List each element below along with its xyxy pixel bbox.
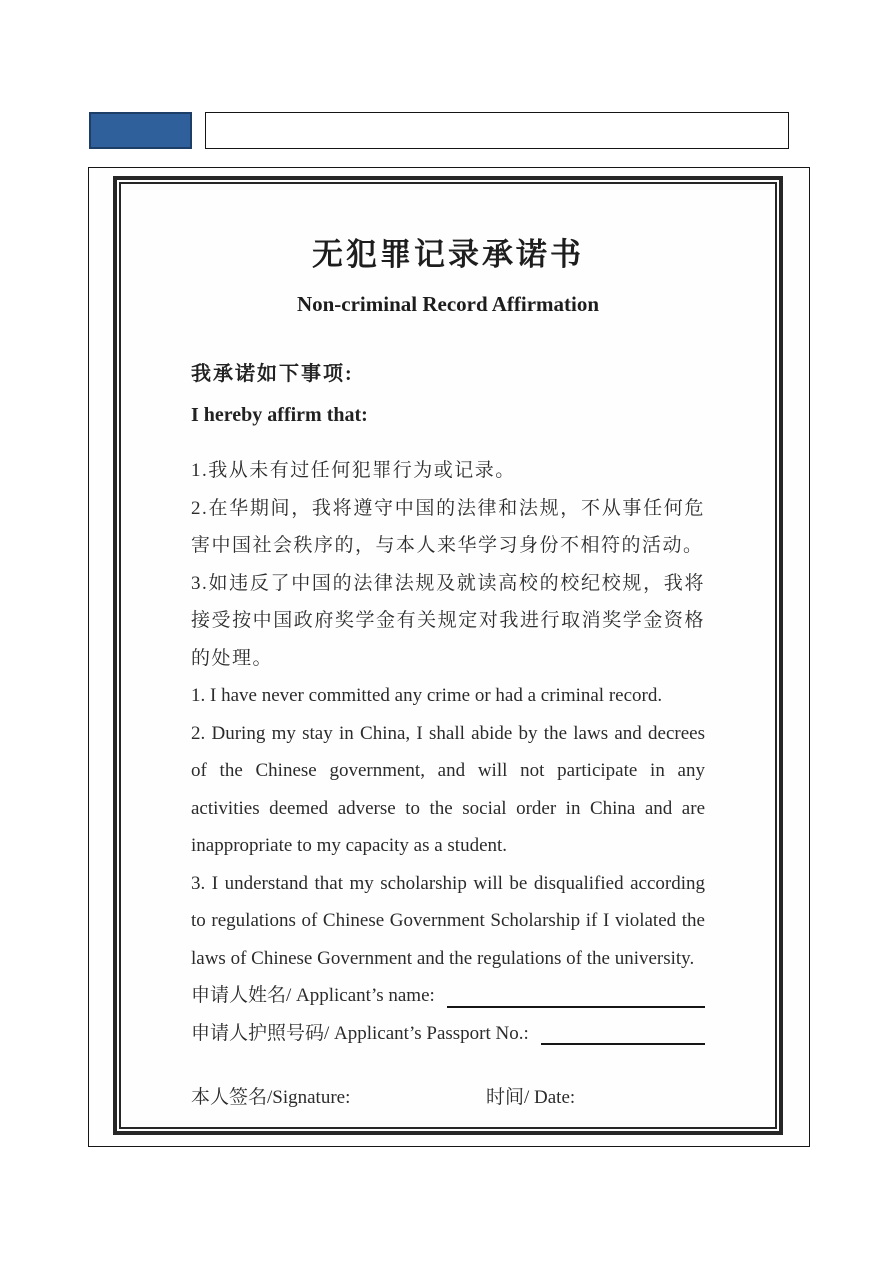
clause-zh-1: 1.我从未有过任何犯罪行为或记录。: [191, 460, 516, 481]
signature-date-row: [191, 1079, 705, 1117]
passport-number-row: [191, 1015, 705, 1053]
applicant-name-label: 申请人姓名/ Applicant’s name:: [191, 985, 435, 1006]
clause-en-1: 1. I have never committed any crime or had a criminal record.: [191, 685, 663, 706]
document-frame-inner: [119, 182, 777, 1129]
document-content: [121, 184, 775, 1127]
document-title-zh: 无犯罪记录承诺书: [312, 237, 584, 272]
page-outer-border: [88, 167, 810, 1147]
affirm-heading-zh: 我承诺如下事项:: [191, 363, 354, 385]
passport-number-input-line[interactable]: [541, 1021, 705, 1045]
applicant-name-row: [191, 977, 705, 1015]
passport-number-label: 申请人护照号码/ Applicant’s Passport No.:: [191, 1022, 529, 1044]
clause-en-3: 3. I understand that my scholarship will be disqualified according to regulations of Chinese Government Scholarship if I violated the laws of Chinese Government and the regulations of the university.: [191, 872, 705, 969]
clause-en-2: 2. During my stay in China, I shall abide by the laws and decrees of the Chinese government, and will not participate in any activities deemed adverse to the social order in China and are inappropriate to my capacity as a student.: [191, 722, 705, 856]
clauses-block: [191, 452, 705, 977]
applicant-name-input-line[interactable]: [447, 984, 705, 1008]
clause-zh-2: 2.在华期间，我将遵守中国的法律和法规，不从事任何危害中国社会秩序的，与本人来华学习身份不相符的活动。: [191, 497, 705, 556]
header-field-box[interactable]: [205, 112, 789, 149]
clause-zh-3: 3.如违反了中国的法律法规及就读高校的校纪校规，我将接受按中国政府奖学金有关规定对我进行取消奖学金资格的处理。: [191, 572, 705, 669]
signature-label: 本人签名/Signature:: [191, 1087, 351, 1108]
date-label: 时间/ Date:: [486, 1087, 576, 1108]
document-title-en: Non-criminal Record Affirmation: [296, 292, 600, 316]
blue-header-box: [89, 112, 192, 149]
document-frame: [113, 176, 783, 1135]
affirm-heading-en: I hereby affirm that:: [191, 404, 368, 426]
